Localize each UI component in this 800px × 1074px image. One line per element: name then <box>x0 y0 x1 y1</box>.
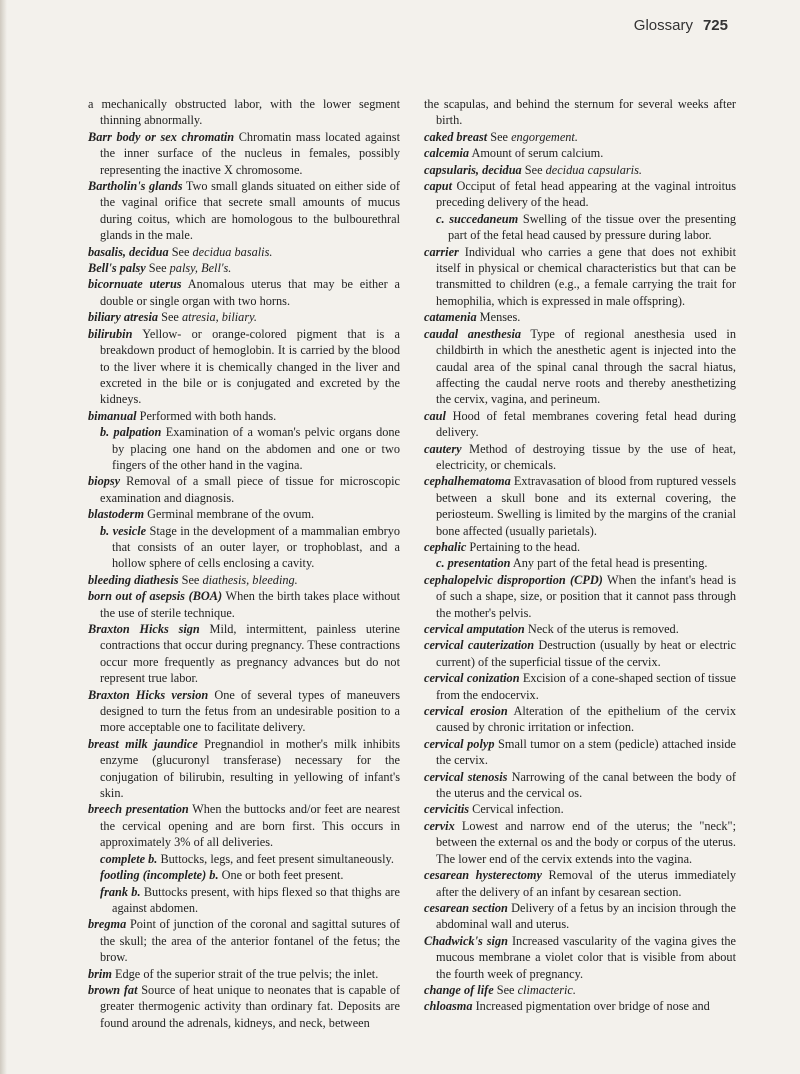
entry-definition: Narrowing of the canal between the body of the uterus and the cervical os. <box>436 769 736 801</box>
entry-term: carrier <box>424 244 459 259</box>
entry-definition: Occiput of fetal head appearing at the vaginal introitus preceding delivery of the head. <box>436 179 736 210</box>
entry-term: cervical stenosis <box>424 769 508 784</box>
entry-term: capsularis, decidua <box>424 162 522 177</box>
entry-definition: Edge of the superior strait of the true pelvis; the inlet. <box>111 966 379 981</box>
entry-definition: Type of regional anesthesia used in childbirth in which the anesthetic agent is injected into the caudal area of the spinal canal through the sacral hiatus, affecting the caudal nerve roots and thereby anesthetizing the cervix, vagina, and perineum. <box>436 326 736 407</box>
glossary-entry <box>88 326 400 408</box>
entry-cross-reference: diathesis, bleeding. <box>202 572 298 587</box>
glossary-entry <box>88 506 400 522</box>
glossary-entry <box>424 867 736 900</box>
entry-term: brim <box>88 966 112 981</box>
right-column <box>424 96 736 1015</box>
entry-term: cervical erosion <box>424 704 508 719</box>
glossary-entry <box>424 129 736 145</box>
entry-definition: Source of heat unique to neonates that is capable of greater thermogenic activity than ordinary fat. Deposits are found around the adrenals, kidneys, and neck, between <box>100 982 400 1030</box>
glossary-entry <box>424 933 736 982</box>
entry-term: b. palpation <box>100 425 162 440</box>
page-number: 725 <box>702 17 728 34</box>
glossary-entry <box>88 851 400 867</box>
left-column <box>88 96 400 1031</box>
glossary-entry <box>424 769 736 802</box>
entry-term: caked breast <box>424 129 488 144</box>
entry-cross-reference: climacteric. <box>517 982 576 997</box>
glossary-entry <box>424 736 736 769</box>
glossary-entry <box>88 178 400 244</box>
entry-definition: Any part of the fetal head is presenting. <box>510 556 708 571</box>
glossary-entry <box>424 637 736 670</box>
entry-term: blastoderm <box>88 507 145 522</box>
glossary-entry <box>424 621 736 637</box>
entry-term: cephalhematoma <box>424 474 511 489</box>
entry-definition: When the infant's head is of such a shape, size, or position that it cannot pass through the mother's pelvis. <box>436 572 736 620</box>
entry-definition: Germinal membrane of the ovum. <box>144 507 315 522</box>
entry-definition: See <box>168 244 193 259</box>
glossary-entry <box>88 424 400 473</box>
glossary-entry <box>88 588 400 621</box>
entry-term: caput <box>424 179 453 194</box>
entry-definition: Examination of a woman's pelvic organs done by placing one hand on the abdomen and one or two fingers of the other hand in the vagina. <box>112 425 400 472</box>
entry-term: cesarean section <box>424 900 508 915</box>
entry-term: cervical polyp <box>424 736 495 751</box>
entry-definition: Mild, intermittent, painless uterine contractions that occur during pregnancy. These contractions occur more frequently as pregnancy advances but do not represent true labor. <box>100 622 400 686</box>
entry-term: breech presentation <box>88 802 189 817</box>
glossary-entry <box>424 211 736 244</box>
entry-definition: Individual who carries a gene that does not exhibit itself in physical or chemical characteristics but that can be transmitted to children (e.g., a female carrying the trait for hemophilia, which is expressed in male offspring). <box>436 244 736 308</box>
entry-term: bregma <box>88 917 127 932</box>
entry-definition: Cervical infection. <box>469 802 564 817</box>
entry-term: Braxton Hicks sign <box>88 622 200 636</box>
entry-definition: Yellow- or orange-colored pigment that is a breakdown product of hemoglobin. It is carried by the blood to the liver where it is chemically changed in the liver and excreted in the bile or is conjugated and excreted by the kidneys. <box>100 326 400 407</box>
glossary-entry <box>424 539 736 555</box>
entry-term: cervical conization <box>424 671 520 686</box>
entry-term: catamenia <box>424 310 477 325</box>
glossary-entry <box>424 145 736 161</box>
entry-term: b. vesicle <box>100 523 147 538</box>
entry-definition: One of several types of maneuvers designed to turn the fetus from an undesirable position to a more acceptable one to facilitate delivery. <box>100 687 400 735</box>
entry-cross-reference: palsy, Bell's. <box>169 261 232 276</box>
entry-term: Chadwick's sign <box>424 933 508 948</box>
glossary-entry <box>424 96 736 129</box>
entry-term: caudal anesthesia <box>424 326 522 341</box>
glossary-entry <box>88 408 400 424</box>
entry-term: born out of asepsis (BOA) <box>88 589 223 604</box>
entry-definition: See <box>493 982 518 997</box>
entry-term: cesarean hysterectomy <box>424 868 542 883</box>
glossary-entry <box>88 916 400 965</box>
entry-definition: Lowest and narrow end of the uterus; the "neck"; between the external os and the body or corpus of the uterus. The lower end of the cervix extends into the vagina. <box>436 818 736 866</box>
entry-definition: Pertaining to the head. <box>466 539 581 554</box>
entry-term: bimanual <box>88 408 137 423</box>
glossary-entry <box>424 670 736 703</box>
glossary-entry <box>88 621 400 687</box>
entry-term: bilirubin <box>88 326 133 341</box>
entry-definition: Point of junction of the coronal and sagittal sutures of the skull; the area of the anterior fontanel of the fetus; the brow. <box>100 917 400 965</box>
glossary-entry <box>88 884 400 917</box>
glossary-entry <box>424 441 736 474</box>
entry-definition: Removal of a small piece of tissue for microscopic examination and diagnosis. <box>100 474 400 505</box>
entry-cross-reference: decidua capsularis. <box>545 162 642 177</box>
glossary-entry <box>88 276 400 309</box>
entry-definition: When the birth takes place without the use of sterile technique. <box>100 589 400 620</box>
glossary-entry <box>424 818 736 867</box>
entry-term: Bartholin's glands <box>88 179 183 194</box>
entry-definition: When the buttocks and/or feet are nearest the cervical opening and are born first. This occurs in approximately 3% of all deliveries. <box>100 802 400 850</box>
entry-term: c. succedaneum <box>436 211 519 226</box>
entry-term: cervix <box>424 818 455 833</box>
entry-definition: Swelling of the tissue over the presenting part of the fetal head caused by pressure during labor. <box>448 211 736 243</box>
glossary-entry <box>424 408 736 441</box>
entry-definition: Small tumor on a stem (pedicle) attached inside the cervix. <box>436 736 737 768</box>
entry-cross-reference: decidua basalis. <box>192 244 273 259</box>
entry-definition: Excision of a cone-shaped section of tissue from the endocervix. <box>436 671 736 702</box>
entry-definition: See <box>178 572 203 587</box>
entry-term: breast milk jaundice <box>88 736 198 751</box>
entry-definition: See <box>158 310 182 325</box>
entry-term: caul <box>424 408 446 423</box>
glossary-entry <box>424 244 736 310</box>
entry-term: cephalopelvic disproportion (CPD) <box>424 572 603 587</box>
glossary-entry <box>88 801 400 850</box>
glossary-entry <box>424 326 736 408</box>
entry-definition: Increased vascularity of the vagina gives the mucous membrane a violet color that is visible from about the fourth week of pregnancy. <box>436 933 736 981</box>
entry-definition: Anomalous uterus that may be either a double or single organ with two horns. <box>100 277 400 308</box>
glossary-entry <box>88 523 400 572</box>
entry-definition: One or both feet present. <box>218 868 344 883</box>
glossary-entry <box>424 900 736 933</box>
glossary-entry <box>88 982 400 1031</box>
header-title: Glossary <box>633 17 693 34</box>
entry-definition: Delivery of a fetus by an incision through the abdominal wall and uterus. <box>436 900 736 932</box>
glossary-entry <box>424 309 736 325</box>
entry-term: chloasma <box>424 999 473 1014</box>
entry-term: biopsy <box>88 474 121 489</box>
entry-definition: Removal of the uterus immediately after the delivery of an infant by cesarean section. <box>436 868 736 899</box>
entry-definition: Amount of serum calcium. <box>469 146 604 161</box>
entry-term: calcemia <box>424 146 470 161</box>
entry-term: Barr body or sex chromatin <box>88 129 235 144</box>
glossary-entry <box>88 473 400 506</box>
glossary-entry <box>424 178 736 211</box>
glossary-entry <box>88 572 400 588</box>
entry-definition: Increased pigmentation over bridge of nose and <box>472 999 710 1014</box>
entry-term: cephalic <box>424 539 467 554</box>
glossary-entry <box>424 998 736 1014</box>
entry-term: basalis, decidua <box>88 244 169 259</box>
entry-term: cervical cauterization <box>424 638 535 653</box>
entry-definition: Chromatin mass located against the inner surface of the nucleus in females, possibly representing the inactive X chromosome. <box>100 129 400 177</box>
entry-term: frank b. <box>100 884 141 899</box>
entry-cross-reference: engorgement. <box>511 129 578 144</box>
entry-term: cervical amputation <box>424 622 525 636</box>
entry-definition: See <box>487 129 512 144</box>
glossary-entry <box>424 982 736 998</box>
entry-term: cervicitis <box>424 802 470 817</box>
entry-definition: Buttocks present, with hips flexed so that thighs are against abdomen. <box>112 884 400 915</box>
glossary-entry <box>424 473 736 539</box>
glossary-entry <box>424 801 736 817</box>
glossary-entry <box>88 244 400 260</box>
entry-definition: Two small glands situated on either side of the vaginal orifice that secrete small amounts of mucus during coitus, which are homologous to the bulbourethral glands in the male. <box>100 179 400 243</box>
glossary-entry <box>88 966 400 982</box>
entry-term: c. presentation <box>436 556 511 571</box>
entry-term: Braxton Hicks version <box>88 687 209 702</box>
glossary-entry <box>88 129 400 178</box>
entry-term: change of life <box>424 982 494 997</box>
entry-definition: Destruction (usually by heat or electric current) of the superficial tissue of the cervix. <box>436 638 736 669</box>
entry-term: cautery <box>424 441 462 456</box>
glossary-entry <box>424 572 736 621</box>
entry-term: biliary atresia <box>88 310 159 325</box>
entry-definition: See <box>145 261 170 276</box>
glossary-entry <box>424 162 736 178</box>
entry-definition: Buttocks, legs, and feet present simultaneously. <box>157 851 394 866</box>
entry-term: complete b. <box>100 851 158 866</box>
glossary-entry <box>88 96 400 129</box>
entry-term: footling (incomplete) b. <box>100 868 219 883</box>
glossary-entry <box>424 703 736 736</box>
glossary-entry <box>88 736 400 802</box>
entry-definition: a mechanically obstructed labor, with the lower segment thinning abnormally. <box>88 97 400 128</box>
glossary-entry <box>88 260 400 276</box>
entry-definition: Pregnandiol in mother's milk inhibits enzyme (glucuronyl transferase) necessary for the conjugation of bilirubin, resulting in yellowing of infant's skin. <box>100 736 400 801</box>
entry-definition: Neck of the uterus is removed. <box>524 622 679 636</box>
entry-definition: Hood of fetal membranes covering fetal head during delivery. <box>436 408 736 440</box>
entry-definition: Alteration of the epithelium of the cervix caused by chronic irritation or infection. <box>436 704 736 735</box>
entry-definition: Menses. <box>476 310 521 325</box>
entry-definition: Extravasation of blood from ruptured vessels between a skull bone and its external covering, the periosteum. Swelling is limited by the margins of the cranial bone affected (usually parietals). <box>436 474 736 538</box>
entry-term: brown fat <box>88 982 138 997</box>
entry-term: Bell's palsy <box>88 261 146 276</box>
entry-definition: Performed with both hands. <box>136 408 277 423</box>
glossary-entry <box>424 555 736 571</box>
entry-term: bicornuate uterus <box>88 277 182 292</box>
entry-term: bleeding diathesis <box>88 572 179 587</box>
entry-cross-reference: atresia, biliary. <box>181 310 257 325</box>
entry-definition: Stage in the development of a mammalian embryo that consists of an outer layer, or trophoblast, and a hollow sphere of cells enclosing a cavity. <box>112 523 400 571</box>
glossary-entry <box>88 687 400 736</box>
running-header <box>634 17 728 34</box>
glossary-entry <box>88 867 400 883</box>
entry-definition: See <box>521 162 546 177</box>
entry-definition: the scapulas, and behind the sternum for several weeks after birth. <box>424 97 736 128</box>
entry-definition: Method of destroying tissue by the use of heat, electricity, or chemicals. <box>436 441 736 472</box>
glossary-entry <box>88 309 400 325</box>
page-spine-shadow <box>0 0 7 1074</box>
